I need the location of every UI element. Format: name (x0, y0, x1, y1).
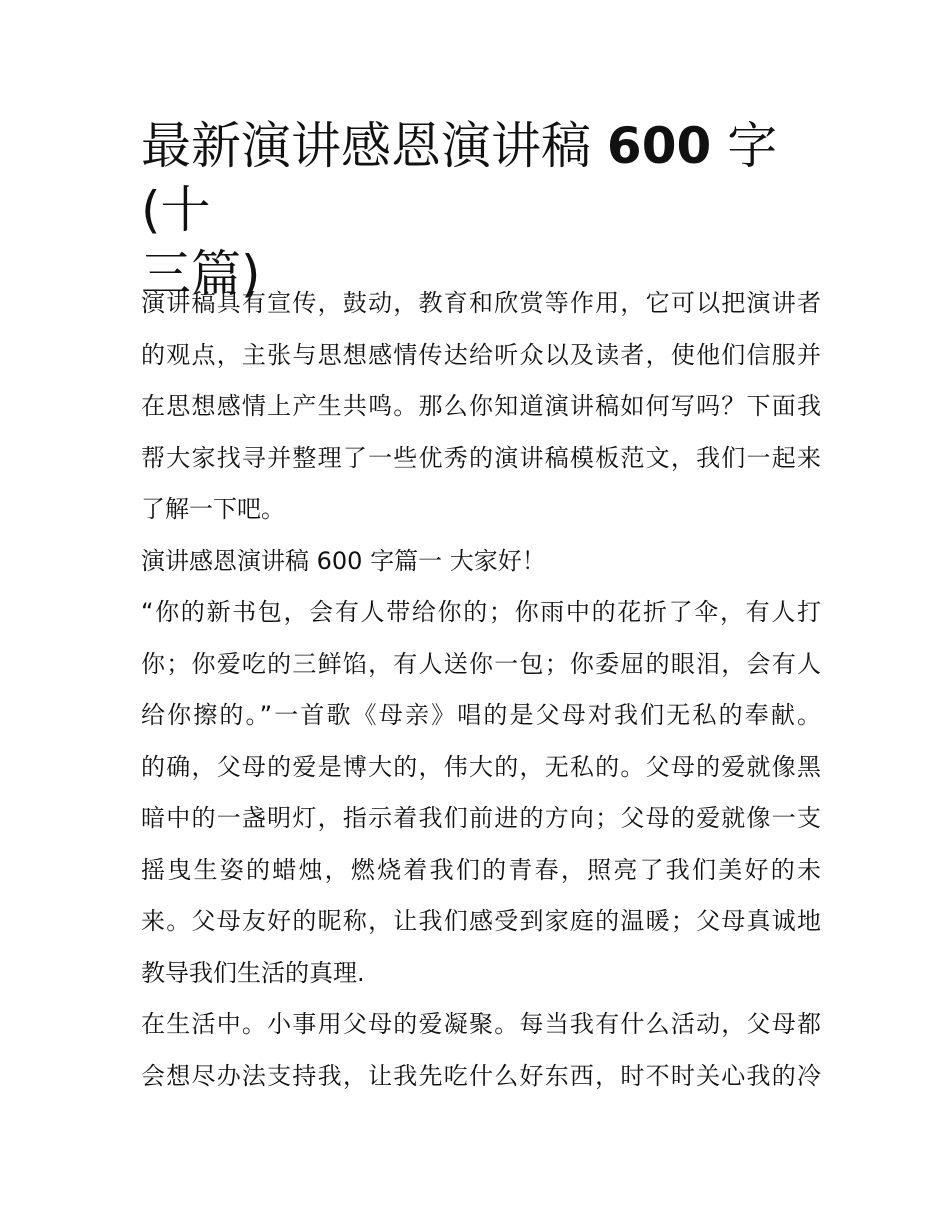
text-line: 的观点，主张与思想感情传达给听众以及读者，使他们信服并 (141, 340, 821, 369)
text-line: 来。父母友好的昵称，让我们感受到家庭的温暖；父母真诚地 (141, 907, 821, 935)
text-line: 的确，父母的爱是博大的，伟大的，无私的。父母的爱就像黑 (141, 752, 821, 781)
document-body (141, 278, 821, 1102)
text-line: 演讲感恩演讲稿 600 字篇一 大家好！ (141, 546, 546, 575)
text-line: 给你擦的。”一首歌《母亲》唱的是父母对我们无私的奉献。 (141, 701, 821, 729)
text-line: 了解一下吧。 (141, 495, 285, 523)
paragraph-intro (141, 278, 821, 536)
paragraph-body-1 (141, 587, 821, 999)
title-text-part2: 字(十 (141, 117, 778, 239)
text-line: 教导我们生活的真理. (141, 958, 365, 987)
text-line: 演讲稿具有宣传，鼓动，教育和欣赏等作用，它可以把演讲者 (141, 289, 821, 317)
title-number: 600 (606, 117, 712, 175)
text-line: 在思想感情上产生共鸣。那么你知道演讲稿如何写吗？下面我 (141, 392, 821, 420)
text-line: 帮大家找寻并整理了一些优秀的演讲稿模板范文，我们一起来 (141, 443, 821, 472)
text-line: 会想尽办法支持我，让我先吃什么好东西，时不时关心我的冷 (141, 1061, 821, 1090)
title-text-part1: 最新演讲感恩演讲稿 (141, 117, 591, 175)
text-line: 摇曳生姿的蜡烛，燃烧着我们的青春，照亮了我们美好的未 (141, 855, 821, 884)
text-line: 你；你爱吃的三鲜馅，有人送你一包；你委屈的眼泪，会有人 (141, 649, 821, 678)
paragraph-section-heading (141, 536, 821, 588)
paragraph-body-2 (141, 999, 821, 1102)
text-line: 在生活中。小事用父母的爱凝聚。每当我有什么活动，父母都 (141, 1010, 821, 1038)
title-text-line2: 三篇) (141, 245, 261, 303)
text-line: 暗中的一盏明灯，指示着我们前进的方向；父母的爱就像一支 (141, 804, 821, 832)
text-line: “你的新书包，会有人带给你的；你雨中的花折了伞，有人打 (141, 598, 821, 626)
